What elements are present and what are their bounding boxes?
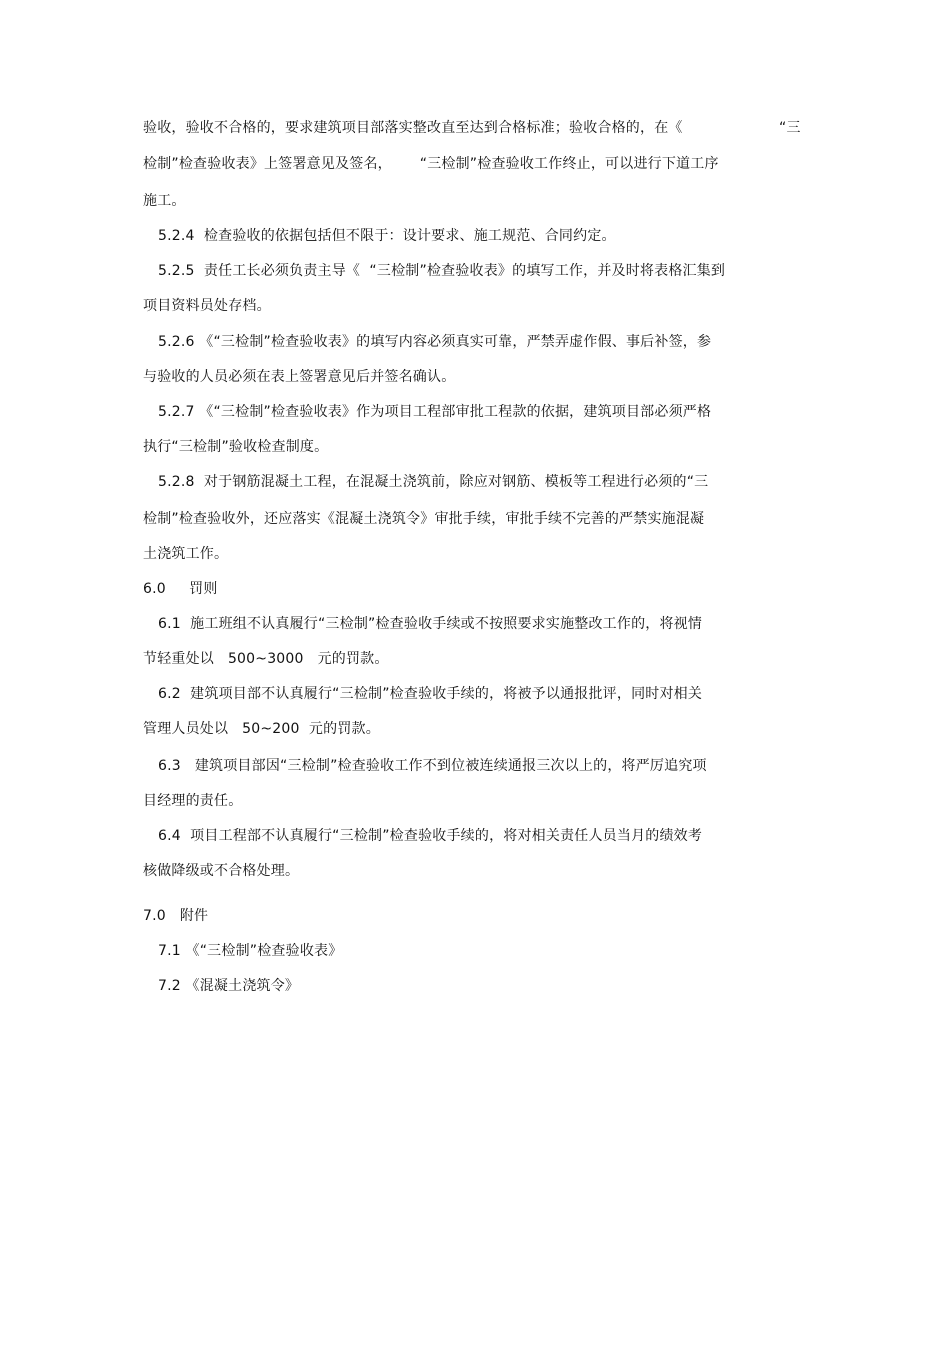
paragraph-line: 与验收的人员必须在表上签署意见后并签名确认。 — [143, 369, 456, 385]
paragraph-line: 核做降级或不合格处理。 — [143, 863, 300, 879]
paragraph-line: 土浇筑工作。 — [143, 546, 229, 562]
paragraph-line: 检制”检查验收外，还应落实《混凝土浇筑令》审批手续，审批手续不完善的严禁实施混凝 — [143, 511, 705, 527]
clause-6-1: 6.1 施工班组不认真履行“三检制”检查验收手续或不按照要求实施整改工作的，将视情 — [158, 616, 703, 632]
clause-6-3: 6.3 建筑项目部因“三检制”检查验收工作不到位被连续通报三次以上的，将严厉追究项 — [158, 758, 707, 774]
paragraph-line: 检制”检查验收表》上签署意见及签名， “三检制”检查验收工作终止，可以进行下道工序 — [143, 156, 719, 172]
clause-5-2-8: 5.2.8 对于钢筋混凝土工程，在混凝土浇筑前，除应对钢筋、模板等工程进行必须的“三 — [158, 474, 709, 490]
paragraph-line: 管理人员处以 50~200 元的罚款。 — [143, 721, 380, 737]
attachment-7-2: 7.2 《混凝土浇筑令》 — [158, 978, 300, 994]
clause-5-2-7: 5.2.7 《“三检制”检查验收表》作为项目工程部审批工程款的依据，建筑项目部必须严格 — [158, 404, 712, 420]
clause-5-2-5: 5.2.5 责任工长必须负责主导《 “三检制”检查验收表》的填写工作，并及时将表格汇集到 — [158, 263, 726, 279]
clause-5-2-4: 5.2.4 检查验收的依据包括但不限于：设计要求、施工规范、合同约定。 — [158, 228, 616, 244]
section-heading-7: 7.0 附件 — [143, 908, 209, 924]
paragraph-line: 目经理的责任。 — [143, 793, 243, 809]
clause-6-4: 6.4 项目工程部不认真履行“三检制”检查验收手续的，将对相关责任人员当月的绩效考 — [158, 828, 703, 844]
paragraph-line: 执行“三检制”验收检查制度。 — [143, 439, 329, 455]
clause-5-2-6: 5.2.6 《“三检制”检查验收表》的填写内容必须真实可靠，严禁弄虚作假、事后补签，参 — [158, 334, 712, 350]
section-heading-6: 6.0 罚则 — [143, 581, 218, 597]
paragraph-line: “三 — [779, 120, 801, 136]
paragraph-line: 节轻重处以 500~3000 元的罚款。 — [143, 651, 389, 667]
paragraph-line: 施工。 — [143, 193, 186, 209]
paragraph-line: 验收，验收不合格的，要求建筑项目部落实整改直至达到合格标准；验收合格的，在《 — [143, 120, 683, 136]
paragraph-line: 项目资料员处存档。 — [143, 298, 271, 314]
attachment-7-1: 7.1 《“三检制”检查验收表》 — [158, 943, 343, 959]
clause-6-2: 6.2 建筑项目部不认真履行“三检制”检查验收手续的，将被予以通报批评，同时对相关 — [158, 686, 703, 702]
